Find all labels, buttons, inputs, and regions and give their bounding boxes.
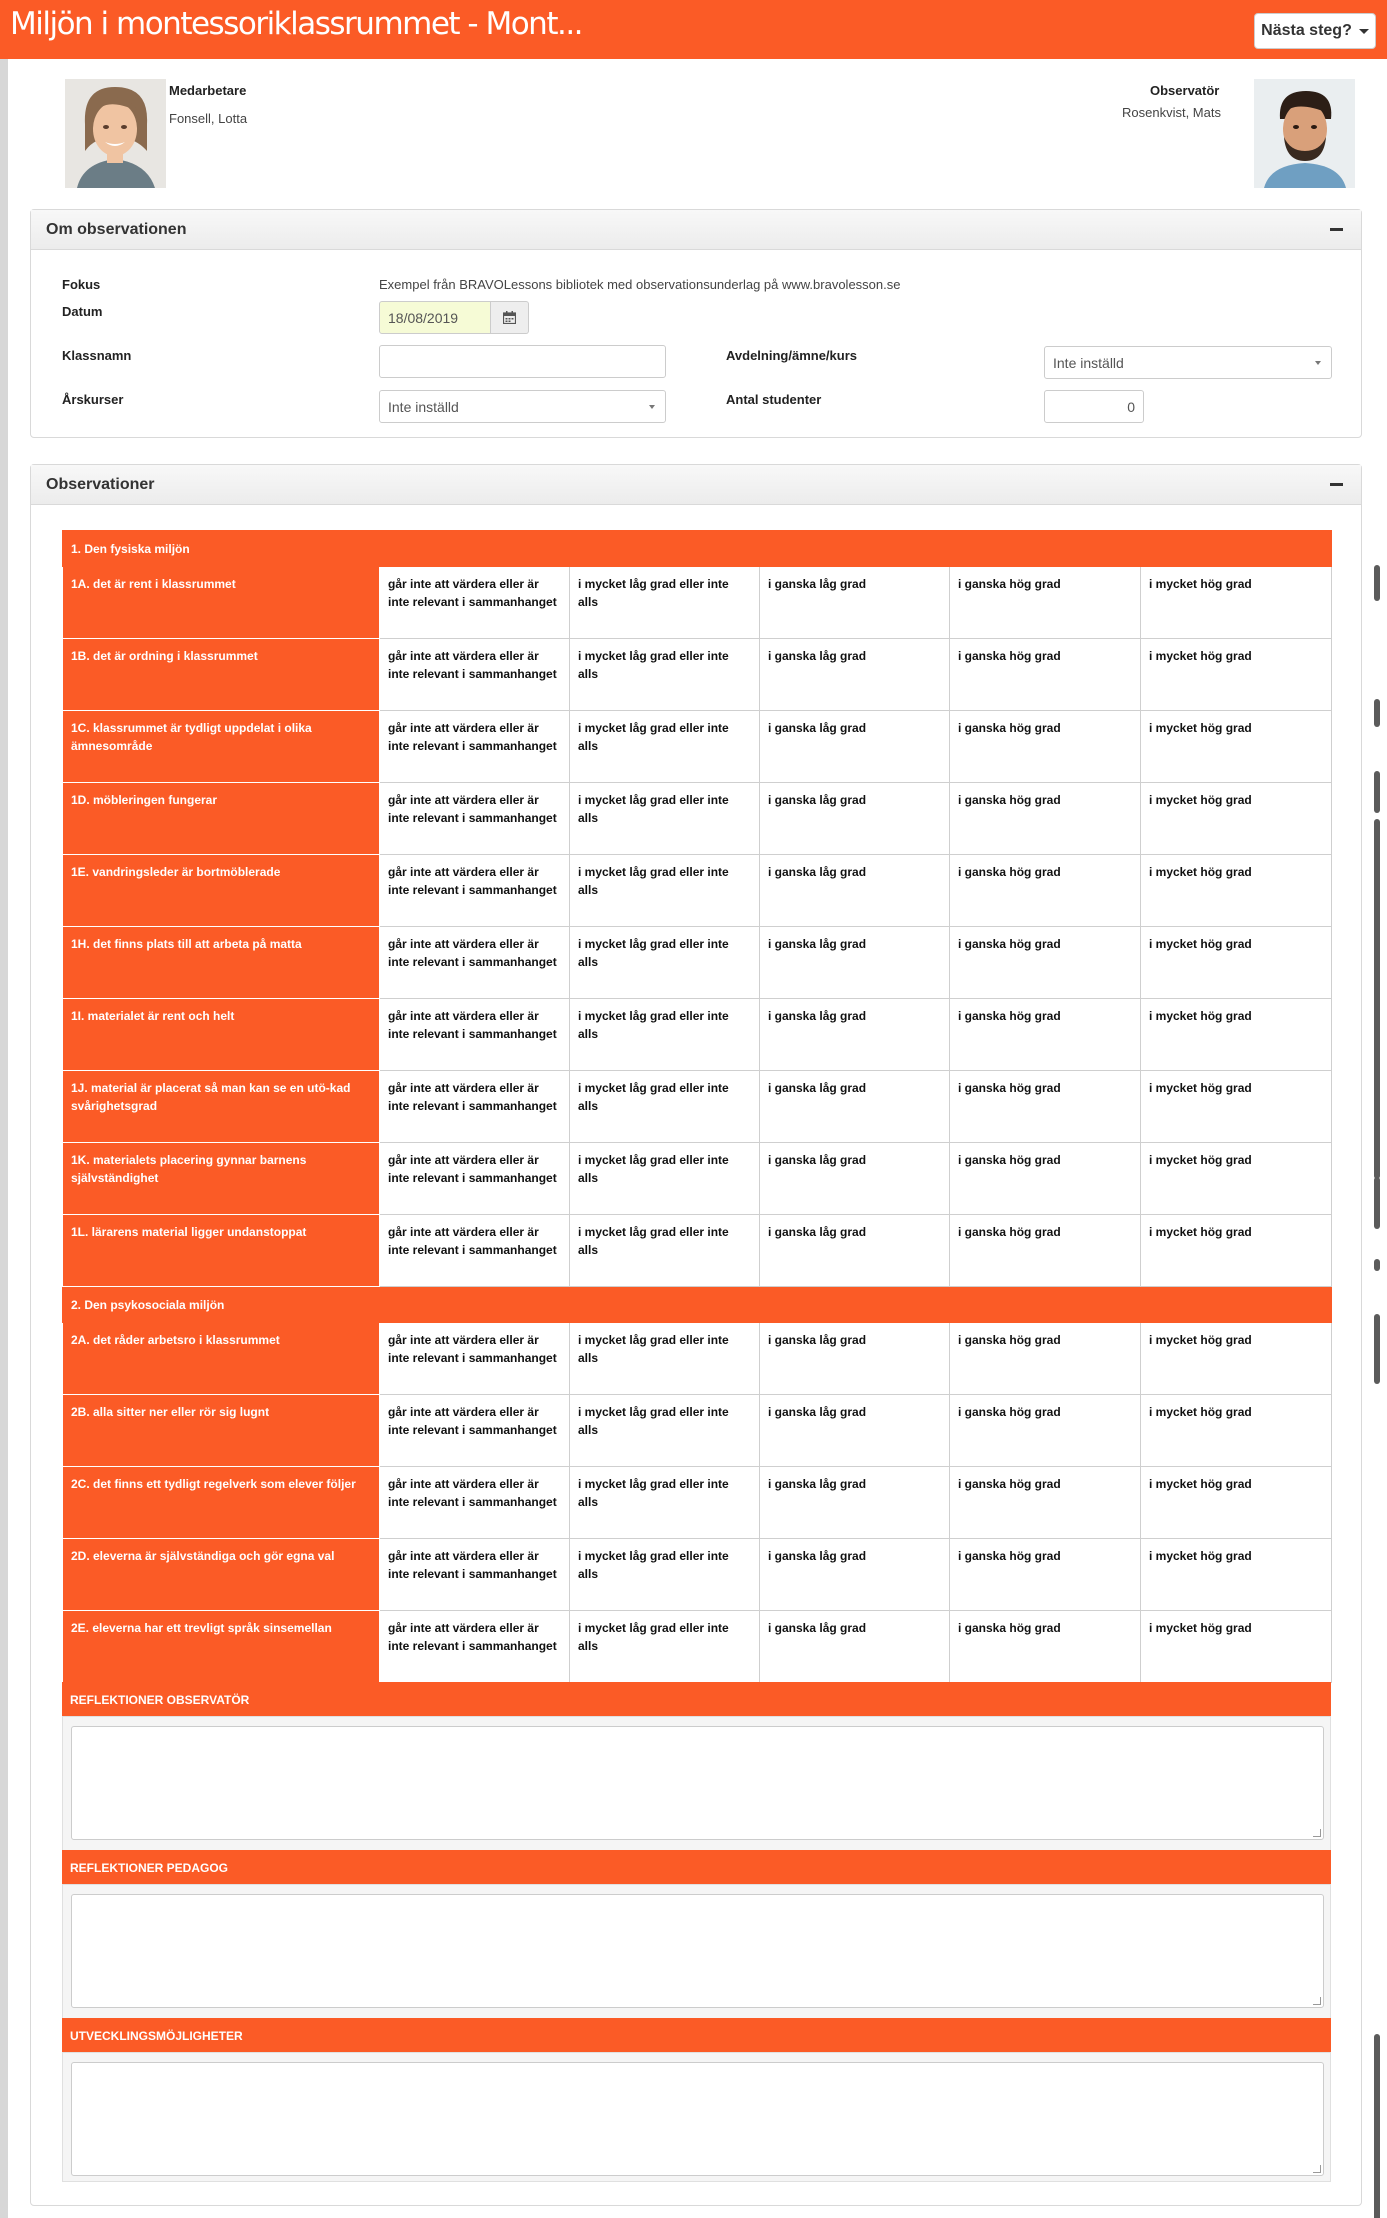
rating-option-5[interactable]: i mycket hög grad [1141, 1323, 1332, 1395]
rating-option-1[interactable]: går inte att värdera eller är inte relevant i sammanhanget [380, 1323, 570, 1395]
caret-down-icon [1315, 361, 1321, 365]
rating-option-3[interactable]: i ganska låg grad [760, 1215, 950, 1287]
about-panel-title: Om observationen [46, 220, 187, 238]
scrollbar-thumb[interactable] [1374, 771, 1380, 813]
reflections-observer-box [62, 1716, 1331, 1851]
rating-option-3[interactable]: i ganska låg grad [760, 639, 950, 711]
observation-item-label: 1E. vandringsleder är bortmöblerade [63, 855, 380, 927]
rating-option-1[interactable]: går inte att värdera eller är inte relevant i sammanhanget [380, 999, 570, 1071]
staff-label: Medarbetare [169, 83, 247, 98]
observer-label: Observatör [1150, 83, 1220, 98]
observation-item-label: 1J. material är placerat så man kan se en utö-kad svårighetsgrad [63, 1071, 380, 1143]
class-label: Klassnamn [62, 348, 132, 363]
caret-down-icon [649, 405, 655, 409]
observation-row [63, 783, 1332, 855]
rating-option-4[interactable]: i ganska hög grad [950, 1395, 1141, 1467]
rating-option-5[interactable]: i mycket hög grad [1141, 855, 1332, 927]
observation-item-label: 1K. materialets placering gynnar barnens självständighet [63, 1143, 380, 1215]
observation-item-label: 1L. lärarens material ligger undanstoppat [63, 1215, 380, 1287]
focus-label: Fokus [62, 277, 101, 292]
about-panel-header[interactable] [31, 210, 1361, 250]
scrollbar-thumb[interactable] [1374, 2034, 1380, 2218]
rating-option-2[interactable]: i mycket låg grad eller inte alls [570, 711, 760, 783]
scrollbar-thumb[interactable] [1374, 1314, 1380, 1384]
rating-option-1[interactable]: går inte att värdera eller är inte relevant i sammanhanget [380, 567, 570, 639]
rating-option-1[interactable]: går inte att värdera eller är inte relevant i sammanhanget [380, 1467, 570, 1539]
rating-option-1[interactable]: går inte att värdera eller är inte relevant i sammanhanget [380, 783, 570, 855]
dept-label: Avdelning/ämne/kurs [726, 348, 857, 363]
rating-option-4[interactable]: i ganska hög grad [950, 1143, 1141, 1215]
grade-select-value: Inte inställd [388, 398, 459, 415]
observer-name: Rosenkvist, Mats [1122, 105, 1221, 120]
rating-option-4[interactable]: i ganska hög grad [950, 711, 1141, 783]
section-title: 1. Den fysiska miljön [63, 531, 1332, 567]
left-edge [0, 59, 8, 2218]
observation-row [63, 999, 1332, 1071]
rating-option-5[interactable]: i mycket hög grad [1141, 1215, 1332, 1287]
rating-option-3[interactable]: i ganska låg grad [760, 1323, 950, 1395]
rating-option-4[interactable]: i ganska hög grad [950, 855, 1141, 927]
rating-option-5[interactable]: i mycket hög grad [1141, 1467, 1332, 1539]
rating-option-1[interactable]: går inte att värdera eller är inte relevant i sammanhanget [380, 639, 570, 711]
scrollbar-thumb[interactable] [1374, 699, 1380, 727]
grade-label: Årskurser [62, 392, 124, 407]
reflections-teacher-header: REFLEKTIONER PEDAGOG [62, 1850, 1331, 1885]
observation-item-label: 1H. det finns plats till att arbeta på matta [63, 927, 380, 999]
reflections-observer-header: REFLEKTIONER OBSERVATÖR [62, 1682, 1331, 1717]
calendar-icon [503, 311, 516, 324]
rating-option-5[interactable]: i mycket hög grad [1141, 1143, 1332, 1215]
observation-table [62, 530, 1332, 1683]
section-header-row [63, 531, 1332, 567]
rating-option-3[interactable]: i ganska låg grad [760, 1071, 950, 1143]
rating-option-5[interactable]: i mycket hög grad [1141, 783, 1332, 855]
observation-item-label: 1D. möbleringen fungerar [63, 783, 380, 855]
grade-select[interactable] [379, 390, 666, 423]
rating-option-5[interactable]: i mycket hög grad [1141, 1071, 1332, 1143]
rating-option-4[interactable]: i ganska hög grad [950, 567, 1141, 639]
rating-option-3[interactable]: i ganska låg grad [760, 567, 950, 639]
rating-option-2[interactable]: i mycket låg grad eller inte alls [570, 855, 760, 927]
observation-row [63, 1539, 1332, 1611]
rating-option-2[interactable]: i mycket låg grad eller inte alls [570, 1143, 760, 1215]
rating-option-2[interactable]: i mycket låg grad eller inte alls [570, 1611, 760, 1683]
rating-option-4[interactable]: i ganska hög grad [950, 1467, 1141, 1539]
rating-option-1[interactable]: går inte att värdera eller är inte relevant i sammanhanget [380, 1143, 570, 1215]
rating-option-2[interactable]: i mycket låg grad eller inte alls [570, 1395, 760, 1467]
scrollbar-thumb[interactable] [1374, 819, 1380, 1179]
rating-option-3[interactable]: i ganska låg grad [760, 855, 950, 927]
reflections-teacher-textarea[interactable] [71, 1894, 1324, 2008]
observation-row [63, 1071, 1332, 1143]
resize-grip-icon[interactable] [1313, 1997, 1321, 2005]
rating-option-3[interactable]: i ganska låg grad [760, 1467, 950, 1539]
minus-icon[interactable] [1330, 483, 1343, 486]
observer-avatar [1254, 79, 1355, 188]
rating-option-1[interactable]: går inte att värdera eller är inte relevant i sammanhanget [380, 1611, 570, 1683]
rating-option-5[interactable]: i mycket hög grad [1141, 639, 1332, 711]
rating-option-3[interactable]: i ganska låg grad [760, 711, 950, 783]
observation-row [63, 1323, 1332, 1395]
students-field[interactable]: 0 [1044, 390, 1144, 423]
observation-item-label: 1C. klassrummet är tydligt uppdelat i olika ämnesområde [63, 711, 380, 783]
rating-option-1[interactable]: går inte att värdera eller är inte relevant i sammanhanget [380, 1539, 570, 1611]
rating-option-1[interactable]: går inte att värdera eller är inte relevant i sammanhanget [380, 855, 570, 927]
observation-row [63, 711, 1332, 783]
observation-item-label: 2D. eleverna är självständiga och gör egna val [63, 1539, 380, 1611]
rating-option-5[interactable]: i mycket hög grad [1141, 711, 1332, 783]
calendar-button[interactable] [491, 301, 529, 334]
dept-select[interactable] [1044, 346, 1332, 379]
rating-option-1[interactable]: går inte att värdera eller är inte relevant i sammanhanget [380, 711, 570, 783]
rating-option-3[interactable]: i ganska låg grad [760, 1395, 950, 1467]
rating-option-2[interactable]: i mycket låg grad eller inte alls [570, 1071, 760, 1143]
rating-option-4[interactable]: i ganska hög grad [950, 1539, 1141, 1611]
date-field[interactable]: 18/08/2019 [379, 301, 491, 334]
rating-option-2[interactable]: i mycket låg grad eller inte alls [570, 927, 760, 999]
observation-item-label: 2E. eleverna har ett trevligt språk sinsemellan [63, 1611, 380, 1683]
rating-option-3[interactable]: i ganska låg grad [760, 1539, 950, 1611]
observation-row [63, 855, 1332, 927]
class-field[interactable] [379, 345, 666, 378]
observation-item-label: 2C. det finns ett tydligt regelverk som elever följer [63, 1467, 380, 1539]
rating-option-1[interactable]: går inte att värdera eller är inte relevant i sammanhanget [380, 1071, 570, 1143]
observation-row [63, 1395, 1332, 1467]
reflections-teacher-box [62, 1884, 1331, 2019]
next-step-label: Nästa steg? [1261, 22, 1352, 39]
rating-option-3[interactable]: i ganska låg grad [760, 927, 950, 999]
caret-down-icon [1359, 29, 1369, 34]
rating-option-1[interactable]: går inte att värdera eller är inte relevant i sammanhanget [380, 1395, 570, 1467]
rating-option-2[interactable]: i mycket låg grad eller inte alls [570, 567, 760, 639]
observation-item-label: 1B. det är ordning i klassrummet [63, 639, 380, 711]
section-header-row [63, 1287, 1332, 1323]
reflections-observer-textarea[interactable] [71, 1726, 1324, 1840]
rating-option-5[interactable]: i mycket hög grad [1141, 999, 1332, 1071]
rating-option-4[interactable]: i ganska hög grad [950, 999, 1141, 1071]
observations-panel-title: Observationer [46, 475, 155, 493]
resize-grip-icon[interactable] [1313, 2165, 1321, 2173]
rating-option-4[interactable]: i ganska hög grad [950, 783, 1141, 855]
scrollbar-thumb[interactable] [1374, 1259, 1380, 1271]
rating-option-5[interactable]: i mycket hög grad [1141, 1395, 1332, 1467]
rating-option-2[interactable]: i mycket låg grad eller inte alls [570, 999, 760, 1071]
rating-option-4[interactable]: i ganska hög grad [950, 1323, 1141, 1395]
page-title: Miljön i montessoriklassrummet - Mont... [10, 6, 583, 42]
observation-row [63, 1467, 1332, 1539]
rating-option-1[interactable]: går inte att värdera eller är inte relevant i sammanhanget [380, 1215, 570, 1287]
development-header: UTVECKLINGSMÖJLIGHETER [62, 2018, 1331, 2053]
rating-option-5[interactable]: i mycket hög grad [1141, 567, 1332, 639]
observation-item-label: 1A. det är rent i klassrummet [63, 567, 380, 639]
observation-row [63, 639, 1332, 711]
rating-option-4[interactable]: i ganska hög grad [950, 927, 1141, 999]
date-label: Datum [62, 304, 103, 319]
rating-option-5[interactable]: i mycket hög grad [1141, 1539, 1332, 1611]
observation-row [63, 1215, 1332, 1287]
next-step-button[interactable] [1254, 13, 1376, 49]
observation-item-label: 1I. materialet är rent och helt [63, 999, 380, 1071]
rating-option-2[interactable]: i mycket låg grad eller inte alls [570, 1467, 760, 1539]
observation-row [63, 567, 1332, 639]
staff-avatar [65, 79, 166, 188]
rating-option-3[interactable]: i ganska låg grad [760, 1611, 950, 1683]
scrollbar-thumb[interactable] [1374, 565, 1380, 601]
observations-panel-header[interactable] [31, 465, 1361, 505]
scrollbar-thumb[interactable] [1374, 1177, 1380, 1229]
focus-value: Exempel från BRAVOLessons bibliotek med observationsunderlag på www.bravolesson.se [379, 277, 901, 292]
rating-option-2[interactable]: i mycket låg grad eller inte alls [570, 639, 760, 711]
minus-icon[interactable] [1330, 228, 1343, 231]
section-title: 2. Den psykosociala miljön [63, 1287, 1332, 1323]
rating-option-4[interactable]: i ganska hög grad [950, 1071, 1141, 1143]
rating-option-1[interactable]: går inte att värdera eller är inte relevant i sammanhanget [380, 927, 570, 999]
observation-item-label: 2B. alla sitter ner eller rör sig lugnt [63, 1395, 380, 1467]
rating-option-2[interactable]: i mycket låg grad eller inte alls [570, 783, 760, 855]
observation-row [63, 1611, 1332, 1683]
dept-select-value: Inte inställd [1053, 354, 1124, 371]
rating-option-4[interactable]: i ganska hög grad [950, 639, 1141, 711]
scrollbar[interactable] [1370, 59, 1387, 2218]
rating-option-5[interactable]: i mycket hög grad [1141, 1611, 1332, 1683]
rating-option-3[interactable]: i ganska låg grad [760, 999, 950, 1071]
rating-option-2[interactable]: i mycket låg grad eller inte alls [570, 1215, 760, 1287]
staff-name: Fonsell, Lotta [169, 111, 248, 126]
rating-option-3[interactable]: i ganska låg grad [760, 783, 950, 855]
observation-row [63, 1143, 1332, 1215]
rating-option-3[interactable]: i ganska låg grad [760, 1143, 950, 1215]
rating-option-4[interactable]: i ganska hög grad [950, 1611, 1141, 1683]
top-bar [0, 0, 1387, 59]
rating-option-5[interactable]: i mycket hög grad [1141, 927, 1332, 999]
development-box [62, 2052, 1331, 2182]
observation-row [63, 927, 1332, 999]
development-textarea[interactable] [71, 2062, 1324, 2176]
rating-option-4[interactable]: i ganska hög grad [950, 1215, 1141, 1287]
students-label: Antal studenter [726, 392, 822, 407]
observation-item-label: 2A. det råder arbetsro i klassrummet [63, 1323, 380, 1395]
rating-option-2[interactable]: i mycket låg grad eller inte alls [570, 1539, 760, 1611]
about-panel [30, 209, 1362, 438]
resize-grip-icon[interactable] [1313, 1829, 1321, 1837]
rating-option-2[interactable]: i mycket låg grad eller inte alls [570, 1323, 760, 1395]
